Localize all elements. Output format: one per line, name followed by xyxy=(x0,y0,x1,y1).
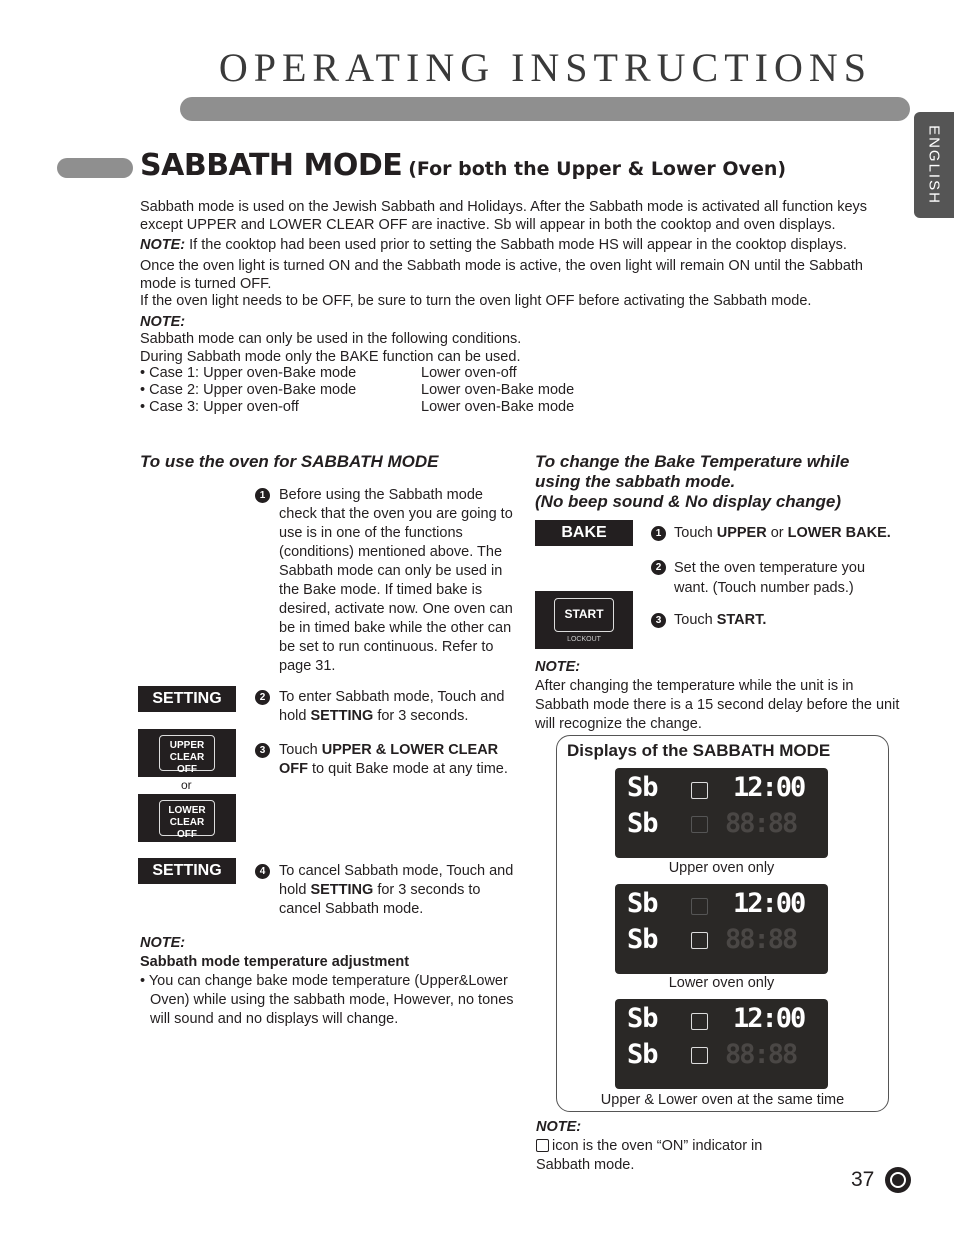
lower-sb-readout: Sb xyxy=(627,808,658,839)
section-subtitle: (For both the Upper & Lower Oven) xyxy=(408,158,787,180)
step-number-3: 3 xyxy=(255,743,270,758)
inactive-digits: 88:88 xyxy=(725,924,797,955)
right-heading-line-3: (No beep sound & No display change) xyxy=(535,492,842,511)
header-bar xyxy=(180,97,910,121)
right-step-2: Set the oven temperature you want. (Touch number pads.) xyxy=(674,560,866,596)
right-heading-line-1: To change the Bake Temperature while xyxy=(535,452,850,471)
left-step-1: Before using the Sabbath mode check that the oven you are going to use is in one of the functions (conditions) mentioned above. The Sabbath mode can only be used in the Bake mode. If timed bake is desired, activate now. One oven can be in timed bake while the other can be set to run continuous. Refer to page 31. xyxy=(279,487,513,674)
lockout-label: LOCKOUT xyxy=(567,636,601,643)
left-step-2: To enter Sabbath mode, Touch and hold SETTING for 3 seconds. xyxy=(279,689,505,724)
lg-logo-icon xyxy=(885,1167,911,1193)
step-number-4: 4 xyxy=(255,864,270,879)
display-both-ovens xyxy=(615,999,828,1089)
case-upper: • Case 1: Upper oven-Bake mode xyxy=(140,365,357,381)
case-row xyxy=(140,365,517,381)
intro-note2-line2: During Sabbath mode only the BAKE function can be used. xyxy=(140,349,521,365)
intro-paragraph: Sabbath mode is used on the Jewish Sabbath and Holidays. After the Sabbath mode is activated all function keys except UPPER and LOWER CLEAR OFF are inactive. Sb will appear in both the cooktop and oven displays. xyxy=(140,199,868,233)
note-text: If the cooktop had been used prior to setting the Sabbath mode HS will appear in the cooktop displays. xyxy=(189,237,847,253)
right-note-label: NOTE: xyxy=(535,659,581,675)
lower-key-label: LOWER xyxy=(168,805,206,816)
case-row xyxy=(140,382,575,398)
clock-readout: 12:00 xyxy=(733,1003,805,1034)
start-key[interactable] xyxy=(535,591,633,649)
clear-off-label: CLEAR OFF xyxy=(169,817,205,840)
step-number-3: 3 xyxy=(651,613,666,628)
display-caption-upper: Upper oven only xyxy=(668,860,775,876)
display-caption-both: Upper & Lower oven at the same time xyxy=(600,1092,845,1108)
clock-readout: 12:00 xyxy=(733,888,805,919)
page-header-title: OPERATING INSTRUCTIONS xyxy=(218,45,872,90)
case-upper: • Case 2: Upper oven-Bake mode xyxy=(140,382,357,398)
upper-sb-readout: Sb xyxy=(627,888,658,919)
step-number-1: 1 xyxy=(651,526,666,541)
step-number-1: 1 xyxy=(255,488,270,503)
oven-off-indicator-icon xyxy=(691,816,708,833)
left-note-title: Sabbath mode temperature adjustment xyxy=(140,954,410,970)
start-key-face: START xyxy=(554,598,614,632)
upper-sb-readout: Sb xyxy=(627,1003,658,1034)
left-heading: To use the oven for SABBATH MODE xyxy=(140,452,439,471)
right-note-text: After changing the temperature while the unit is in Sabbath mode there is a 15 second delay before the unit will recognize the change. xyxy=(535,678,900,732)
right-step-3: Touch START. xyxy=(674,612,767,628)
clear-off-label: CLEAR OFF xyxy=(169,752,205,775)
case-row xyxy=(140,399,575,415)
upper-sb-readout: Sb xyxy=(627,772,658,803)
case-upper: • Case 3: Upper oven-off xyxy=(140,399,299,415)
intro-note1 xyxy=(140,236,920,254)
page-number: 37 xyxy=(851,1168,875,1191)
step-number-2: 2 xyxy=(255,690,270,705)
inactive-digits: 88:88 xyxy=(725,808,797,839)
section-title-main: SABBATH MODE xyxy=(140,148,403,183)
upper-clear-off-key[interactable] xyxy=(138,729,236,777)
section-title xyxy=(140,148,786,183)
note-label: NOTE: xyxy=(140,237,186,253)
case-lower: Lower oven-off xyxy=(421,365,517,381)
oven-on-indicator-icon xyxy=(691,1013,708,1030)
lower-clear-off-key-face xyxy=(159,800,215,840)
language-tab xyxy=(914,112,954,218)
display-upper-oven-only xyxy=(615,768,828,858)
oven-on-indicator-icon xyxy=(536,1139,549,1152)
bottom-note-text: icon is the oven “ON” indicator in Sabbath mode. xyxy=(536,1138,763,1173)
case-lower: Lower oven-Bake mode xyxy=(421,399,575,415)
upper-clear-off-key-face xyxy=(159,735,215,775)
case-lower: Lower oven-Bake mode xyxy=(421,382,575,398)
intro-note2-line1: Sabbath mode can only be used in the following conditions. xyxy=(140,331,522,347)
intro-note2-label: NOTE: xyxy=(140,314,186,330)
left-note-text: • You can change bake mode temperature (Upper&Lower Oven) while using the sabbath mode, However, no tones will sound and no displays will change. xyxy=(140,973,514,1027)
section-pill xyxy=(57,158,133,178)
displays-title: Displays of the SABBATH MODE xyxy=(567,741,831,760)
oven-on-indicator-icon xyxy=(691,1047,708,1064)
lower-clear-off-key[interactable] xyxy=(138,794,236,842)
display-caption-lower: Lower oven only xyxy=(668,975,775,991)
left-note-label: NOTE: xyxy=(140,935,186,951)
clock-readout: 12:00 xyxy=(733,772,805,803)
or-label: or xyxy=(181,778,192,792)
language-tab-label: ENGLISH xyxy=(925,125,943,205)
lower-sb-readout: Sb xyxy=(627,924,658,955)
setting-key[interactable]: SETTING xyxy=(138,686,236,712)
left-step-3: Touch UPPER & LOWER CLEAR OFF to quit Bake mode at any time. xyxy=(279,742,508,777)
left-step-4: To cancel Sabbath mode, Touch and hold SETTING for 3 seconds to cancel Sabbath mode. xyxy=(279,863,514,917)
display-lower-oven-only xyxy=(615,884,828,974)
bake-key[interactable]: BAKE xyxy=(535,520,633,546)
oven-on-indicator-icon xyxy=(691,782,708,799)
upper-key-label: UPPER xyxy=(169,740,205,751)
right-step-1: Touch UPPER or LOWER BAKE. xyxy=(674,525,891,541)
intro-paragraph-3: If the oven light needs to be OFF, be sure to turn the oven light OFF before activating the Sabbath mode. xyxy=(140,293,812,309)
inactive-digits: 88:88 xyxy=(725,1039,797,1070)
bottom-note-label: NOTE: xyxy=(536,1119,582,1135)
intro-paragraph-2: Once the oven light is turned ON and the Sabbath mode is active, the oven light will remain ON until the Sabbath mode is turned OFF. xyxy=(140,258,863,292)
oven-off-indicator-icon xyxy=(691,898,708,915)
lower-sb-readout: Sb xyxy=(627,1039,658,1070)
oven-on-indicator-icon xyxy=(691,932,708,949)
right-heading-line-2: using the sabbath mode. xyxy=(535,472,736,491)
step-number-2: 2 xyxy=(651,560,666,575)
setting-key-2[interactable]: SETTING xyxy=(138,858,236,884)
